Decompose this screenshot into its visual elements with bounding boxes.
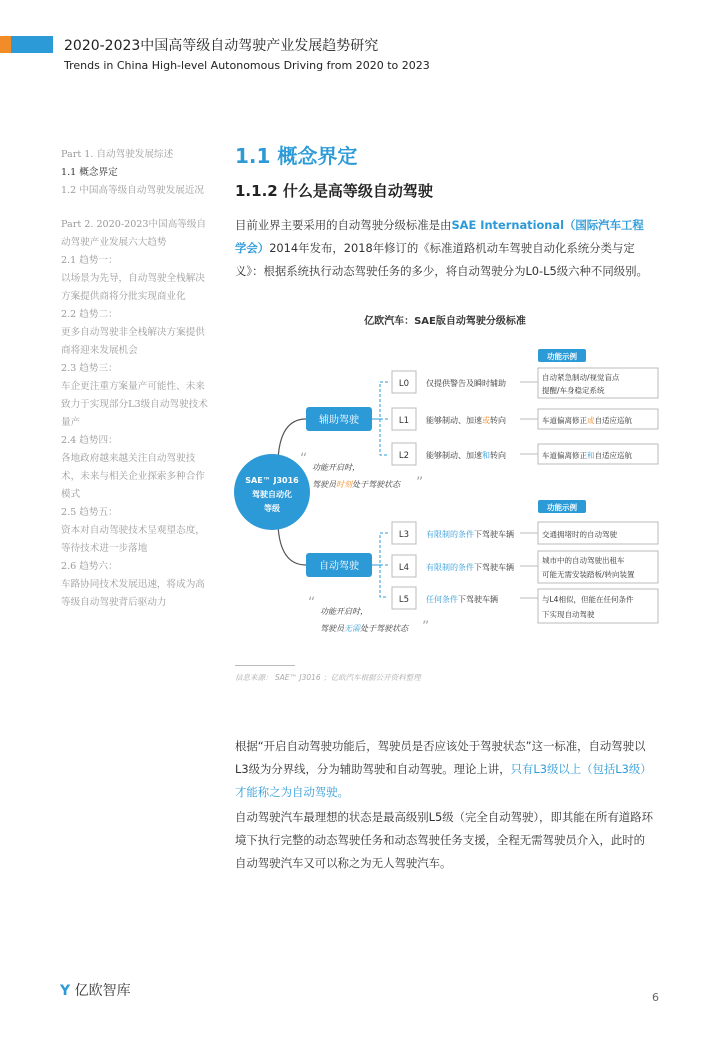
figure-source: 信息来源： SAE™ J3016 ；亿欧汽车根据公开资料整理 xyxy=(235,673,421,682)
level-description: 有限制的条件下驾驶车辆 xyxy=(426,563,514,572)
footer-logo xyxy=(60,980,131,1000)
auto-note-1: 功能开启时， xyxy=(320,607,368,616)
assist-note-1: 功能开启时， xyxy=(312,463,360,472)
toc-trend-1-heading[interactable]: 2.1 趋势一： xyxy=(61,255,118,266)
toc-trend-6-heading[interactable]: 2.6 趋势六： xyxy=(61,561,118,572)
center-text-3: 等级 xyxy=(264,504,280,513)
toc-trend-6[interactable]: 车路协同技术发展迅速，将成为高等级自动驾驶背后驱动力 xyxy=(61,579,205,608)
level-row-l3 xyxy=(392,522,658,544)
svg-text:功能示例: 功能示例 xyxy=(547,503,577,512)
level-description: 仅提供警告及瞬时辅助 xyxy=(426,379,506,388)
toc-item-1-1[interactable]: 1.1 概念界定 xyxy=(61,167,118,178)
intro-text-a: 目前业界主要采用的自动驾驶分级标准是由 xyxy=(235,218,452,232)
toc-trend-1[interactable]: 以场景为先导，自动驾驶全栈解决方案提供商将分批实现商业化 xyxy=(61,273,205,302)
svg-text:L3: L3 xyxy=(398,530,410,540)
level-description: 任何条件下驾驶车辆 xyxy=(426,595,498,604)
level-row-l5 xyxy=(392,587,658,623)
toc-trend-3[interactable]: 车企更注重方案量产可能性、未来致力于实现部分L3级自动驾驶技术量产 xyxy=(61,381,208,428)
logo-icon: Y xyxy=(60,983,71,999)
svg-text:车道偏离修正和自适应巡航: 车道偏离修正和自适应巡航 xyxy=(542,451,632,460)
table-of-contents xyxy=(61,146,211,612)
assist-label: 辅助驾驶 xyxy=(319,415,359,426)
l5-paragraph: 自动驾驶汽车最理想的状态是最高级别L5级（完全自动驾驶），即其能在所有道路环境下执行完整的动态驾驶任务和动态驾驶任务支援，全程无需驾驶员介入，此时的自动驾驶汽车又可以称之为无人驾驶汽车。 xyxy=(235,810,653,870)
header-accent-orange xyxy=(0,36,11,53)
level-description: 有限制的条件下驾驶车辆 xyxy=(426,530,514,539)
threshold-text: 根据“开启自动驾驶功能后，驾驶员是否应该处于驾驶状态”这一标准，自动驾驶以L3级为分界线，分为辅助驾驶和自动驾驶。理论上讲， xyxy=(235,739,646,776)
quote-open-icon: “ xyxy=(308,595,316,611)
threshold-paragraph xyxy=(235,735,655,804)
auto-note-2: 驾驶员无需处于驾驶状态 xyxy=(320,624,408,633)
level-description: 能够制动、加速和转向 xyxy=(426,451,506,460)
report-subtitle: Trends in China High-level Autonomous Driving from 2020 to 2023 xyxy=(64,59,430,72)
svg-text:L2: L2 xyxy=(398,451,410,461)
sae-highlight: SAE International（国际汽车工程学会） xyxy=(235,218,644,255)
figure-title: 亿欧汽车：SAE版自动驾驶分级标准 xyxy=(364,316,526,327)
level-row-l4 xyxy=(392,551,658,583)
subsection-title: 1.1.2 什么是高等级自动驾驶 xyxy=(235,182,433,200)
section-title: 1.1 概念界定 xyxy=(235,144,358,168)
toc-part2[interactable]: Part 2. 2020-2023中国高等级自动驾驶产业发展六大趋势 xyxy=(61,219,207,248)
quote-close-icon: ” xyxy=(422,619,430,635)
center-text-2: 驾驶自动化 xyxy=(252,490,292,499)
intro-text-c: 2014年发布，2018年修订的《标准道路机动车驾驶自动化系统分类与定义》：根据系统执行动态驾驶任务的多少，将自动驾驶分为L0-L5级六种不同级别。 xyxy=(235,241,648,278)
svg-text:L4: L4 xyxy=(398,563,410,573)
center-text-1: SAE™ J3016 xyxy=(245,476,299,485)
level-row-l2 xyxy=(392,443,658,465)
toc-trend-5[interactable]: 资本对自动驾驶技术呈观望态度，等待技术进一步落地 xyxy=(61,525,205,554)
toc-trend-2[interactable]: 更多自动驾驶非全栈解决方案提供商将迎来发展机会 xyxy=(61,327,205,356)
svg-text:交通拥堵时的自动驾驶: 交通拥堵时的自动驾驶 xyxy=(542,530,617,539)
connector-auto xyxy=(278,525,306,565)
svg-text:可能无需安装踏板/转向装置: 可能无需安装踏板/转向装置 xyxy=(542,570,635,579)
svg-text:车道偏离修正或自适应巡航: 车道偏离修正或自适应巡航 xyxy=(542,416,632,425)
quote-open-icon: “ xyxy=(300,451,308,467)
source-divider xyxy=(235,665,295,666)
svg-text:下实现自动驾驶: 下实现自动驾驶 xyxy=(542,610,595,619)
svg-text:提醒/车身稳定系统: 提醒/车身稳定系统 xyxy=(542,386,605,395)
sae-level-diagram xyxy=(230,335,665,645)
svg-text:L0: L0 xyxy=(398,379,410,389)
intro-paragraph xyxy=(235,214,655,283)
svg-text:自动紧急制动/视觉盲点: 自动紧急制动/视觉盲点 xyxy=(542,373,620,382)
svg-text:功能示例: 功能示例 xyxy=(547,352,577,361)
logo-text: 亿欧智库 xyxy=(74,983,131,999)
svg-text:L1: L1 xyxy=(398,416,410,426)
auto-label: 自动驾驶 xyxy=(319,561,359,572)
toc-trend-4[interactable]: 各地政府越来越关注自动驾驶技术，未来与相关企业探索多种合作模式 xyxy=(61,453,205,500)
threshold-highlight: 只有L3级以上（包括L3级）才能称之为自动驾驶。 xyxy=(235,762,652,799)
toc-trend-2-heading[interactable]: 2.2 趋势二： xyxy=(61,309,118,320)
level-row-l0 xyxy=(392,368,658,398)
svg-text:L5: L5 xyxy=(398,595,410,605)
toc-trend-5-heading[interactable]: 2.5 趋势五： xyxy=(61,507,118,518)
svg-text:与L4相似，但能在任何条件: 与L4相似，但能在任何条件 xyxy=(542,595,634,604)
toc-part1[interactable]: Part 1. 自动驾驶发展综述 xyxy=(61,149,174,160)
toc-item-1-2[interactable]: 1.2 中国高等级自动驾驶发展近况 xyxy=(61,185,205,196)
assist-note-2: 驾驶员时刻处于驾驶状态 xyxy=(312,480,400,489)
level-description: 能够制动、加速或转向 xyxy=(426,416,506,425)
level-row-l1 xyxy=(392,408,658,430)
report-title: 2020-2023中国高等级自动驾驶产业发展趋势研究 xyxy=(64,38,379,54)
svg-text:城市中的自动驾驶出租车: 城市中的自动驾驶出租车 xyxy=(542,556,625,565)
toc-trend-3-heading[interactable]: 2.3 趋势三： xyxy=(61,363,118,374)
quote-close-icon: ” xyxy=(416,475,424,491)
page-number: 6 xyxy=(652,991,659,1004)
toc-trend-4-heading[interactable]: 2.4 趋势四： xyxy=(61,435,118,446)
header-accent-blue xyxy=(11,36,53,53)
